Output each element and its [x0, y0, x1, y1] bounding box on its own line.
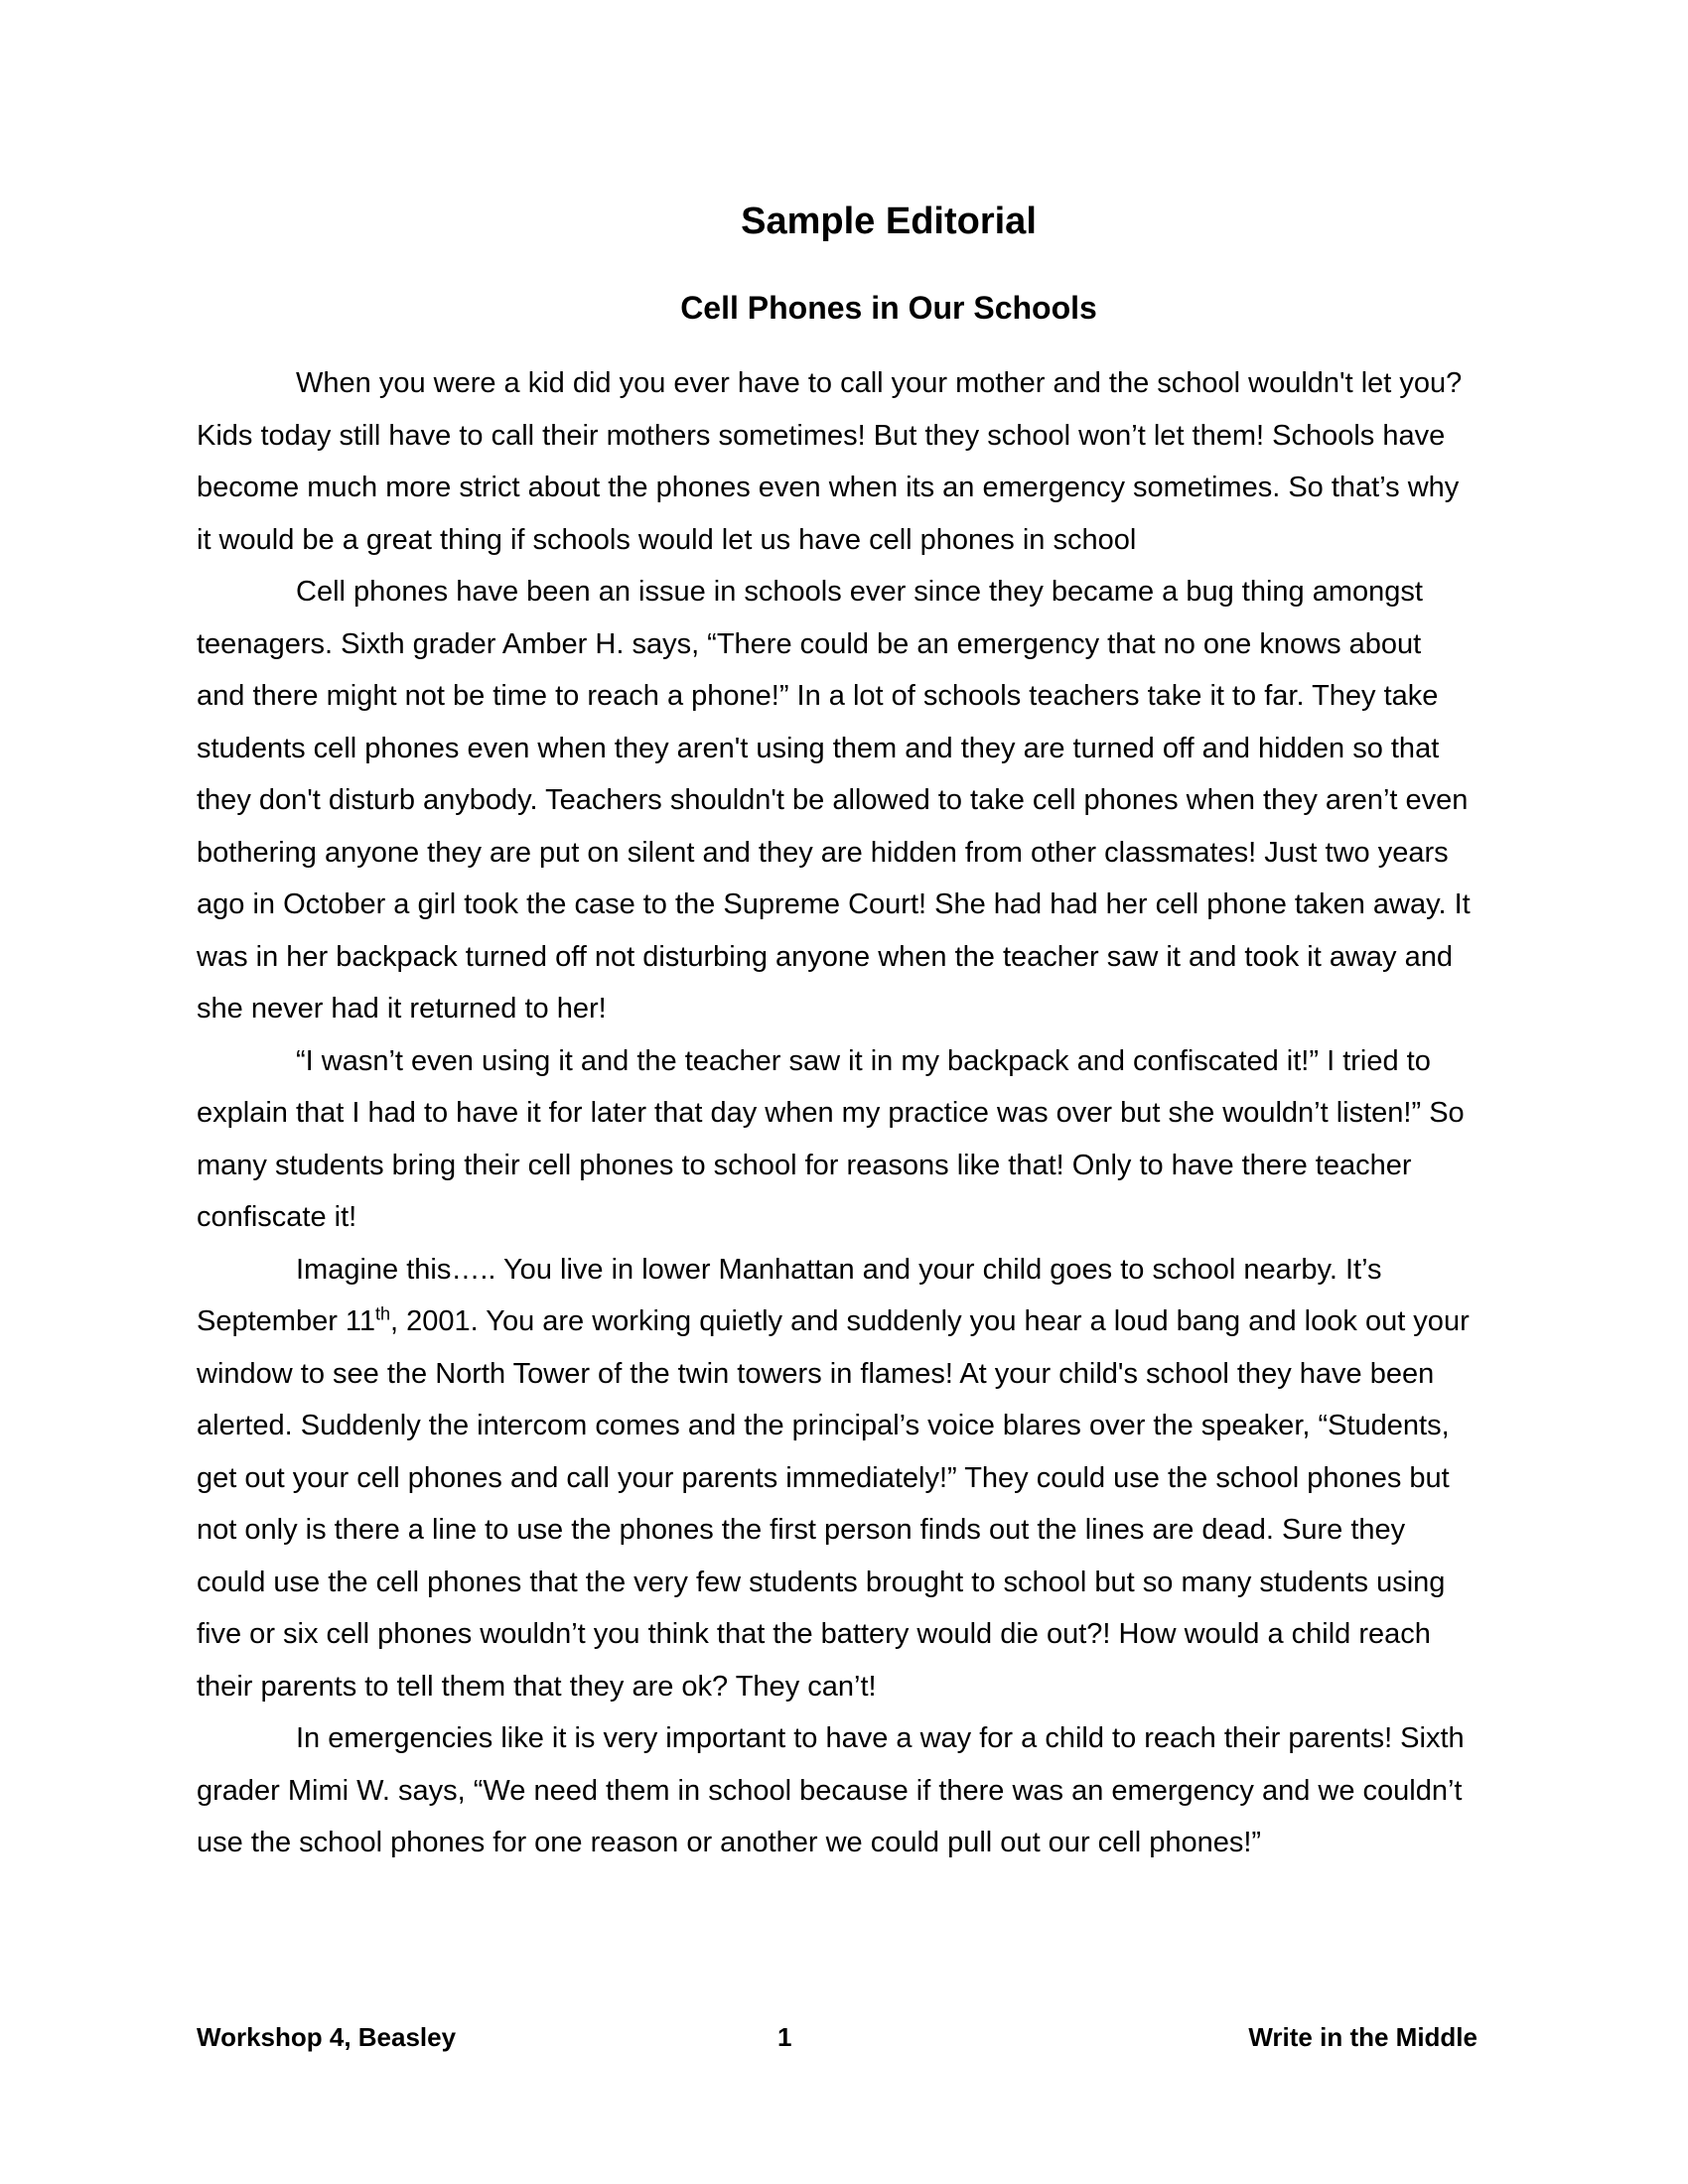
- page-number: 1: [777, 2022, 792, 2052]
- footer-series-label: Write in the Middle: [1248, 2022, 1477, 2052]
- paragraph-4-text-start: Imagine this….. You live in lower Manhattan and your child goes to school nearby. It’s September 11: [197, 1253, 1382, 1337]
- page-footer: [197, 2017, 1477, 2057]
- footer-workshop-label: Workshop 4, Beasley: [197, 2022, 457, 2052]
- page-subtitle: Cell Phones in Our Schools: [680, 290, 1097, 326]
- paragraph-1: When you were a kid did you ever have to call your mother and the school wouldn't let you? Kids today still have to call their mothers sometimes! But they school won’t let them! Schools have become much more strict about the phones even when its an emergency sometimes. So that’s why it would be a great thing if schools would let us have cell phones in school: [197, 367, 1463, 556]
- paragraph-5: In emergencies like it is very important to have a way for a child to reach their parents! Sixth grader Mimi W. says, “We need them in school because if there was an emergency and we couldn’t use the school phones for one reason or another we could pull out our cell phones!”: [197, 1722, 1465, 1858]
- paragraph-2: Cell phones have been an issue in schools ever since they became a bug thing amongst teenagers. Sixth grader Amber H. says, “There could be an emergency that no one knows about and there might not be time to reach a phone!” In a lot of schools teachers take it to far. They take students cell phones even when they aren't using them and they are turned off and hidden so that they don't disturb anybody. Teachers shouldn't be allowed to take cell phones when they aren’t even bothering anyone they are put on silent and they are hidden from other classmates! Just two years ago in October a girl took the case to the Supreme Court! She had had her cell phone taken away. It was in her backpack turned off not disturbing anyone when the teacher saw it and took it away and she never had it returned to her!: [197, 576, 1471, 1024]
- paragraph-4-text-end: , 2001. You are working quietly and suddenly you hear a loud bang and look out your window to see the North Tower of the twin towers in flames! At your child's school they have been alerted. Suddenly the intercom comes and the principal’s voice blares over the speaker, “Students, get out your cell phones and call your parents immediately!” They could use the school phones but not only is there a line to use the phones the first person finds out the lines are dead. Sure they could use the cell phones that the very few students brought to school but so many students using five or six cell phones wouldn’t you think that the battery would die out?! How would a child reach their parents to tell them that they are ok? They can’t!: [197, 1305, 1470, 1703]
- paragraph-3: “I wasn’t even using it and the teacher saw it in my backpack and confiscated it!” I tried to explain that I had to have it for later that day when my practice was over but she wouldn’t listen!” So many students bring their cell phones to school for reasons like that! Only to have there teacher confiscate it!: [197, 1044, 1465, 1233]
- paragraph-4: [197, 1244, 1473, 1713]
- ordinal-superscript: th: [375, 1303, 391, 1324]
- page-title: Sample Editorial: [741, 201, 1037, 242]
- editorial-body: [197, 357, 1473, 1869]
